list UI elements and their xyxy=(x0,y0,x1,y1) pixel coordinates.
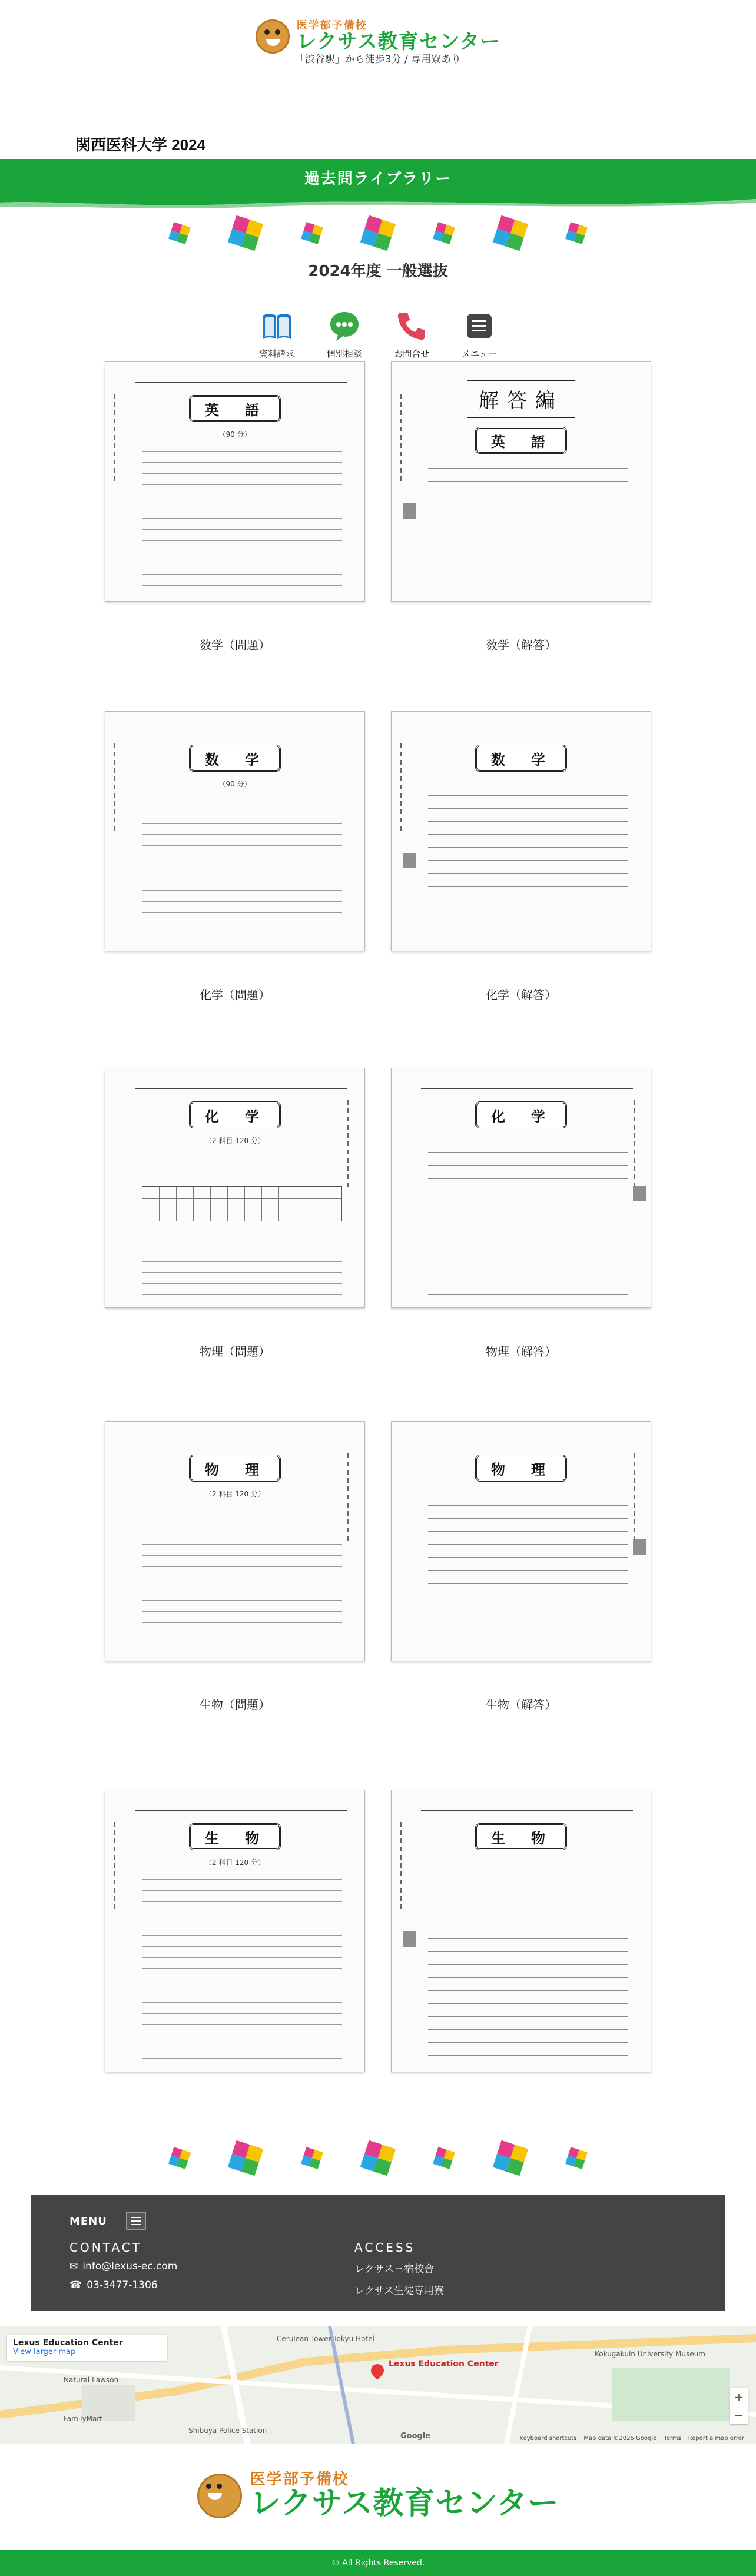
footer-menu-label: MENU xyxy=(69,2215,107,2228)
sheet-subtitle: （2 科目 120 分） xyxy=(205,1490,265,1498)
exam-caption[interactable]: 数学（問題） xyxy=(200,638,270,652)
exam-preview[interactable] xyxy=(391,1421,651,1661)
sheet-title: 数 学 xyxy=(475,745,567,772)
sheet-title: 化 学 xyxy=(475,1101,567,1128)
decoration-top xyxy=(171,215,585,251)
sheet-title: 数 学 xyxy=(189,745,281,772)
banner-title: 過去問ライブラリー xyxy=(304,170,452,188)
sheet-title: 物 理 xyxy=(475,1455,567,1482)
exam-preview[interactable] xyxy=(105,711,365,951)
footer-menu-button[interactable] xyxy=(69,2212,146,2230)
sheet-title: 生 物 xyxy=(189,1823,281,1850)
gem-icon xyxy=(360,2140,396,2176)
consultation-button[interactable]: 個別相談 xyxy=(315,308,374,360)
terms-link[interactable]: Terms xyxy=(664,2435,681,2442)
gem-icon xyxy=(301,2147,323,2169)
university-title: 関西医科大学 2024 xyxy=(75,136,206,154)
mascot-icon xyxy=(197,2474,242,2518)
map-zoom-controls xyxy=(730,2388,748,2424)
logo-subtitle: 医学部予備校 xyxy=(250,2471,349,2489)
chat-icon xyxy=(327,308,362,344)
report-error-link[interactable]: Report a map error xyxy=(688,2435,744,2442)
footer xyxy=(31,2195,725,2311)
gem-icon xyxy=(360,215,396,251)
zoom-in-icon[interactable]: + xyxy=(734,2389,744,2404)
access-link-campus[interactable]: レクサス三宿校舎 xyxy=(354,2263,434,2275)
hamburger-icon xyxy=(126,2212,146,2230)
section-title: 2024年度 一般選抜 xyxy=(308,263,448,280)
access-heading: ACCESS xyxy=(354,2240,416,2255)
mascot-icon xyxy=(256,19,290,54)
logo-title: レクサス教育センター xyxy=(250,2485,559,2522)
sheet-title: 生 物 xyxy=(475,1823,567,1850)
footer-contact xyxy=(69,2240,177,2298)
map-data-text: Map data ©2025 Google xyxy=(583,2435,657,2442)
map-info-card xyxy=(7,2335,167,2361)
zoom-out-icon[interactable]: − xyxy=(734,2408,744,2422)
exam-caption[interactable]: 数学（解答） xyxy=(486,638,556,652)
exam-card[interactable] xyxy=(391,711,651,1002)
exam-caption[interactable]: 生物（問題） xyxy=(200,1698,270,1712)
exam-caption[interactable]: 物理（問題） xyxy=(200,1345,270,1359)
map-pin-label: Lexus Education Center xyxy=(389,2359,499,2369)
contact-heading: CONTACT xyxy=(69,2240,142,2255)
exam-preview[interactable] xyxy=(391,1790,651,2072)
exam-caption[interactable]: 化学（問題） xyxy=(200,988,270,1002)
exam-preview[interactable] xyxy=(391,361,651,602)
google-map[interactable]: Lexus Education Center View larger map Cerulean Tower Tokyu Hotel Natural Lawson Kokugakuin University Museum FamilyMart Shibuya Police Station Lexus Education Center + − Google Keyboard shortcuts Map data ©2025 Google Terms Report a map error xyxy=(0,2326,756,2444)
map-footer xyxy=(520,2435,744,2442)
gem-icon xyxy=(433,2147,455,2169)
gem-icon xyxy=(492,2140,528,2176)
sheet-title: 英 語 xyxy=(475,427,567,454)
view-larger-map-link[interactable]: View larger map xyxy=(13,2348,76,2356)
map-place-title: Lexus Education Center xyxy=(13,2338,123,2348)
logo-subtitle: 医学部予備校 xyxy=(296,19,367,32)
quick-links xyxy=(247,308,509,360)
exam-card[interactable] xyxy=(391,1068,651,1359)
gem-icon xyxy=(301,222,323,244)
mail-icon: ✉ xyxy=(69,2260,78,2272)
gem-icon xyxy=(228,2140,263,2176)
footer-email-link[interactable]: ✉ info@lexus-ec.com xyxy=(69,2260,178,2272)
exam-card[interactable] xyxy=(105,711,365,1002)
logo-title: レクサス教育センター xyxy=(296,29,501,54)
exam-caption[interactable]: 化学（解答） xyxy=(486,988,556,1002)
gem-icon xyxy=(492,215,528,251)
access-link-dormitory[interactable]: レクサス生徒専用寮 xyxy=(354,2285,444,2297)
library-banner xyxy=(0,159,756,195)
request-materials-button[interactable]: 資料請求 xyxy=(247,308,306,360)
exam-card[interactable] xyxy=(105,1421,365,1712)
exam-preview[interactable] xyxy=(391,711,651,951)
sheet-subtitle: （90 分） xyxy=(218,430,251,439)
exam-card[interactable] xyxy=(391,1790,651,2072)
exam-caption[interactable]: 生物（解答） xyxy=(486,1698,556,1712)
keyboard-shortcuts-link[interactable]: Keyboard shortcuts xyxy=(519,2435,577,2442)
menu-icon xyxy=(462,308,497,344)
exam-preview[interactable] xyxy=(105,1790,365,2072)
google-logo: Google xyxy=(400,2432,431,2441)
sheet-subtitle: （90 分） xyxy=(218,780,251,788)
footer-access xyxy=(354,2240,444,2304)
contact-button[interactable]: お問合せ xyxy=(382,308,441,360)
gem-icon xyxy=(565,2147,588,2169)
sheet-title: 物 理 xyxy=(189,1455,281,1482)
menu-button[interactable]: メニュー xyxy=(450,308,509,360)
phone-icon xyxy=(394,308,429,344)
footer-phone-link[interactable]: ☎ 03-3477-1306 xyxy=(69,2279,158,2291)
exam-card[interactable] xyxy=(105,361,365,653)
footer-logo[interactable] xyxy=(0,2468,756,2524)
copyright-text: © All Rights Reserved. xyxy=(331,2558,425,2568)
exam-card[interactable] xyxy=(391,361,651,653)
exam-card[interactable] xyxy=(105,1790,365,2072)
book-icon xyxy=(259,308,294,344)
gem-icon xyxy=(168,2147,191,2169)
banner-wave xyxy=(0,194,756,210)
sheet-big-title: 解答編 xyxy=(467,380,575,418)
phone-icon: ☎ xyxy=(69,2279,82,2291)
sheet-subtitle: （2 科目 120 分） xyxy=(205,1858,265,1867)
sheet-title: 英 語 xyxy=(189,395,281,422)
exam-preview[interactable] xyxy=(391,1068,651,1308)
gem-icon xyxy=(565,222,588,244)
exam-preview[interactable] xyxy=(105,361,365,602)
header-tagline: 「渋谷駅」から徒歩3分 / 専用寮あり xyxy=(294,54,462,65)
exam-caption[interactable]: 物理（解答） xyxy=(486,1345,556,1359)
sheet-title: 化 学 xyxy=(189,1101,281,1128)
sheet-subtitle: （2 科目 120 分） xyxy=(205,1137,265,1145)
gem-icon xyxy=(433,222,455,244)
gem-icon xyxy=(168,222,191,244)
decoration-bottom xyxy=(171,2140,585,2176)
exam-preview[interactable] xyxy=(105,1068,365,1308)
exam-card[interactable] xyxy=(391,1421,651,1712)
exam-card[interactable] xyxy=(105,1068,365,1359)
copyright-bar xyxy=(0,2550,756,2576)
gem-icon xyxy=(228,215,263,251)
exam-preview[interactable] xyxy=(105,1421,365,1661)
